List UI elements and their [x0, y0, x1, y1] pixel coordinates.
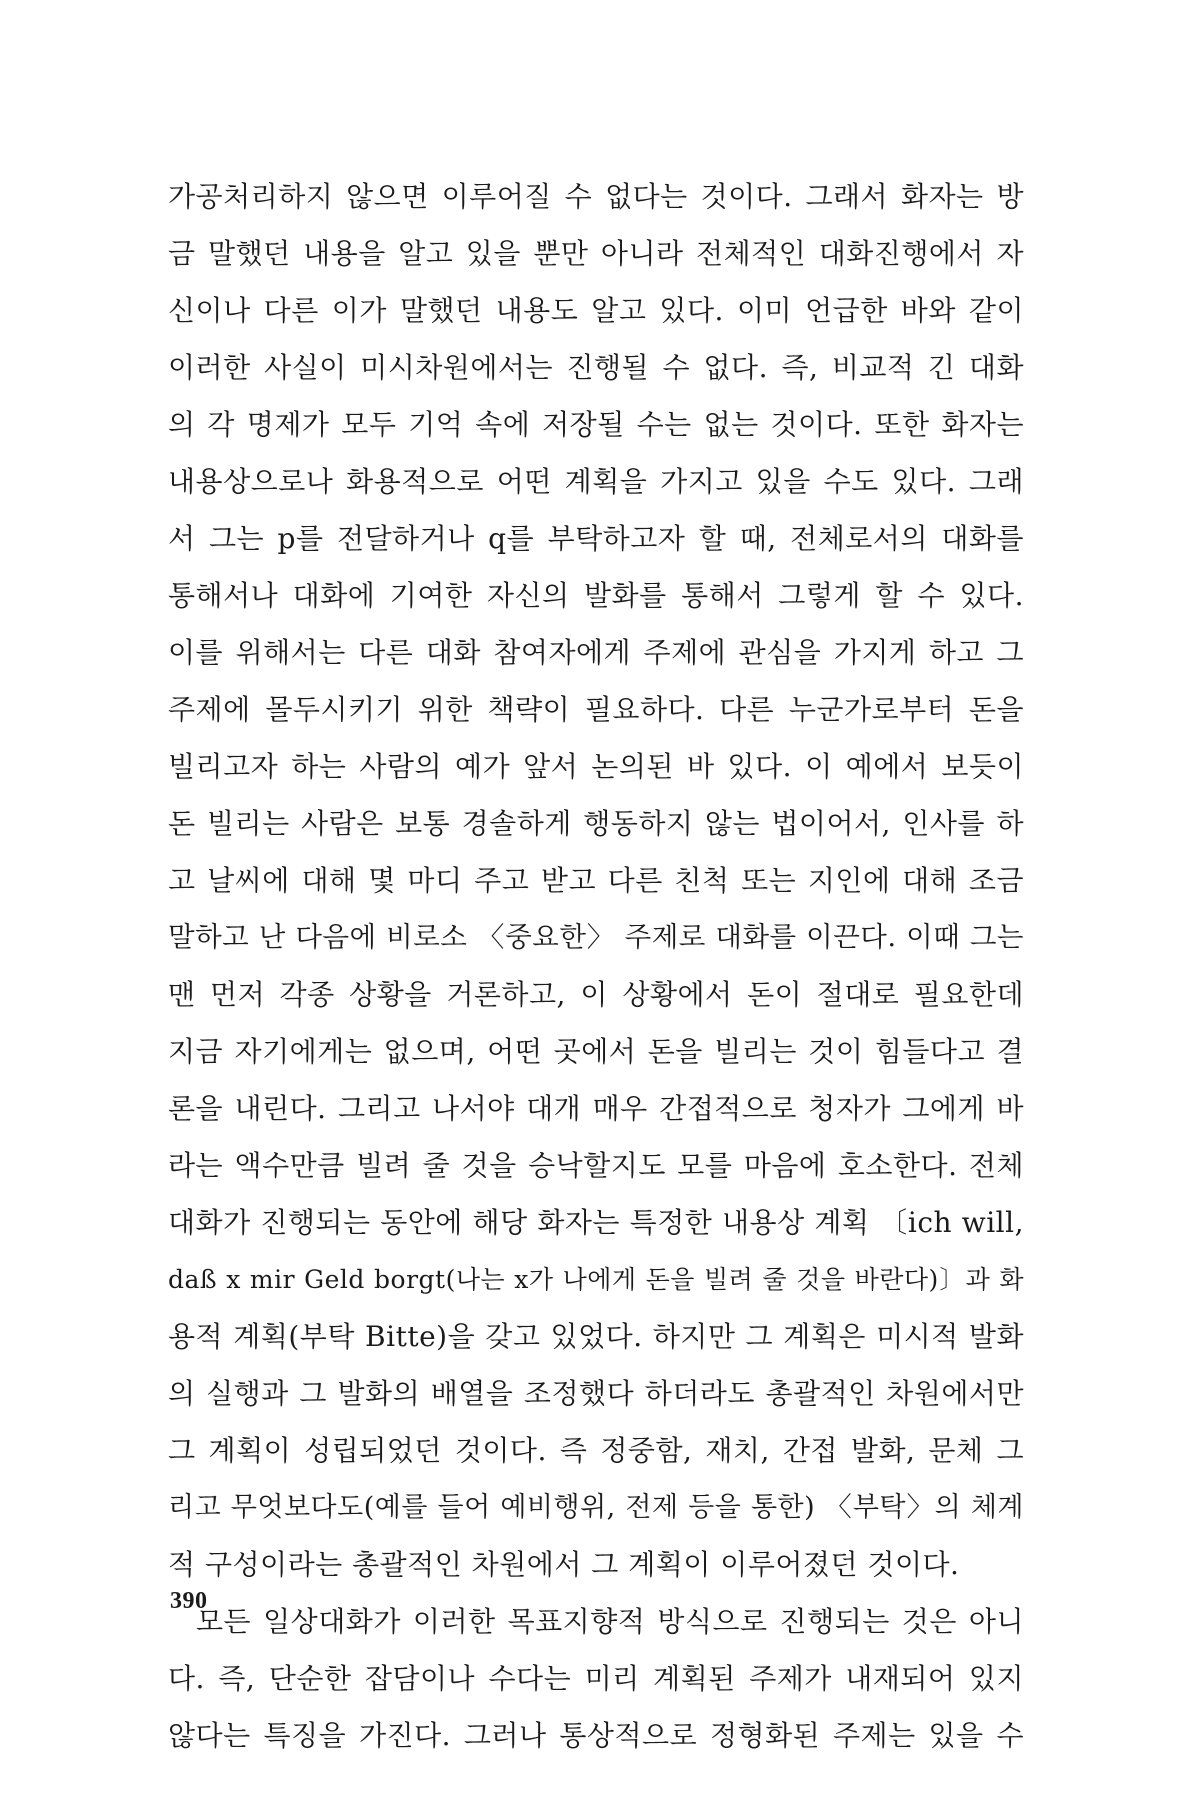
text-line: 용적 계획(부탁 Bitte)을 갖고 있었다. 하지만 그 계획은 미시적 발화: [168, 1320, 1024, 1353]
text-line: 의 각 명제가 모두 기억 속에 저장될 수는 없는 것이다. 또한 화자는: [168, 408, 1024, 441]
text-line: 내용상으로나 화용적으로 어떤 계획을 가지고 있을 수도 있다. 그래: [168, 465, 1024, 498]
text-line: daß x mir Geld borgt(나는 x가 나에게 돈을 빌려 줄 것을 바란다)〕과 화: [168, 1265, 1024, 1294]
text-line: 다. 즉, 단순한 잡담이나 수다는 미리 계획된 주제가 내재되어 있지: [168, 1662, 1024, 1695]
text-line: 않다는 특징을 가진다. 그러나 통상적으로 정형화된 주제는 있을 수: [168, 1719, 1024, 1752]
text-line: 적 구성이라는 총괄적인 차원에서 그 계획이 이루어졌던 것이다.: [168, 1548, 960, 1581]
text-line: 그 계획이 성립되었던 것이다. 즉 정중함, 재치, 간접 발화, 문체 그: [168, 1434, 1024, 1467]
text-line: 라는 액수만큼 빌려 줄 것을 승낙할지도 모를 마음에 호소한다. 전체: [168, 1149, 1024, 1182]
text-line: 지금 자기에게는 없으며, 어떤 곳에서 돈을 빌리는 것이 힘들다고 결: [168, 1035, 1024, 1068]
text-line: 주제에 몰두시키기 위한 책략이 필요하다. 다른 누군가로부터 돈을: [168, 693, 1024, 726]
text-line: 이러한 사실이 미시차원에서는 진행될 수 없다. 즉, 비교적 긴 대화: [168, 351, 1024, 384]
text-line: 가공처리하지 않으면 이루어질 수 없다는 것이다. 그래서 화자는 방: [168, 180, 1024, 213]
text-line: 론을 내린다. 그리고 나서야 대개 매우 간접적으로 청자가 그에게 바: [168, 1092, 1024, 1125]
text-line: 통해서나 대화에 기여한 자신의 발화를 통해서 그렇게 할 수 있다.: [168, 579, 1024, 612]
text-line: 신이나 다른 이가 말했던 내용도 알고 있다. 이미 언급한 바와 같이: [168, 294, 1024, 327]
text-line: 모든 일상대화가 이러한 목표지향적 방식으로 진행되는 것은 아니: [196, 1605, 1024, 1638]
page-number: 390: [170, 1588, 208, 1614]
text-line: 말하고 난 다음에 비로소 〈중요한〉 주제로 대화를 이끈다. 이때 그는: [168, 921, 1024, 953]
text-line: 고 날씨에 대해 몇 마디 주고 받고 다른 친척 또는 지인에 대해 조금: [168, 864, 1024, 897]
text-line: 리고 무엇보다도(예를 들어 예비행위, 전제 등을 통한) 〈부탁〉의 체계: [168, 1492, 1024, 1523]
text-line: 금 말했던 내용을 알고 있을 뿐만 아니라 전체적인 대화진행에서 자: [168, 237, 1024, 270]
body-text: [168, 168, 1024, 1764]
text-line: 맨 먼저 각종 상황을 거론하고, 이 상황에서 돈이 절대로 필요한데: [168, 978, 1024, 1011]
text-line: 빌리고자 하는 사람의 예가 앞서 논의된 바 있다. 이 예에서 보듯이: [168, 750, 1024, 783]
text-line: 의 실행과 그 발화의 배열을 조정했다 하더라도 총괄적인 차원에서만: [168, 1377, 1024, 1410]
text-line: 돈 빌리는 사람은 보통 경솔하게 행동하지 않는 법이어서, 인사를 하: [168, 807, 1024, 840]
text-line: 대화가 진행되는 동안에 해당 화자는 특정한 내용상 계획 〔ich will,: [168, 1206, 1024, 1239]
text-line: 이를 위해서는 다른 대화 참여자에게 주제에 관심을 가지게 하고 그: [168, 636, 1024, 669]
text-line: 서 그는 p를 전달하거나 q를 부탁하고자 할 때, 전체로서의 대화를: [168, 522, 1024, 555]
